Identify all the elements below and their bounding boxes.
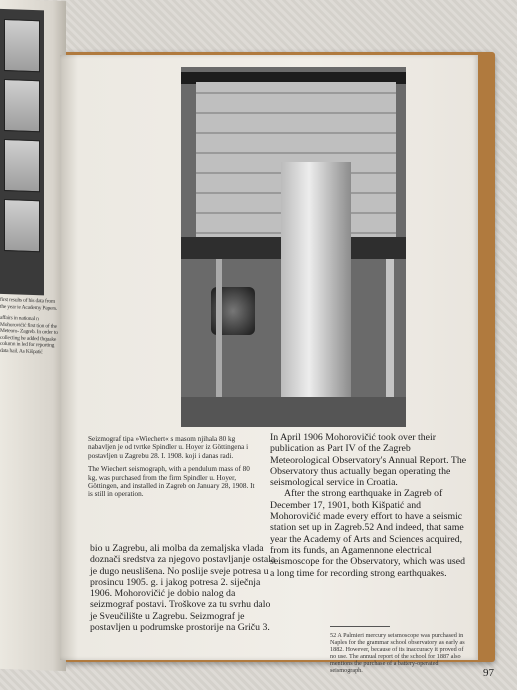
window-pane xyxy=(4,79,40,132)
left-page-photo xyxy=(0,9,44,296)
english-text xyxy=(270,432,468,579)
left-page xyxy=(0,0,66,671)
english-paragraph: After the strong earthquake in Zagreb of December 17, 1901, both Kišpatić and Mohorovičić made every effort to have a seismic station set up in Zagreb.52 And indeed, that same year the Academy of Arts and Sciences acquired, from its funds, an Agamennone electrical seismoscope for the Observatory, which was used a long time for recording strong earthquakes. xyxy=(270,488,465,579)
left-text-para: affairs in national n Mohorovičić first tion of the Meteoro- Zagreb. In order to collecting he added thquake column in led for reporting data hail. As Kišpatić xyxy=(0,314,58,355)
photo-pillar xyxy=(281,162,351,427)
left-text-para: first results of his data from the year ie Academy Papers. xyxy=(0,296,58,312)
right-page xyxy=(60,55,494,679)
seismograph-photo xyxy=(181,67,406,427)
croatian-paragraph: bio u Zagrebu, ali molba da zemaljska vlada doznači sredstva za njegovo postavljanje ostala je dugo neuslišena. No poslije sveje potresa u prosincu 1905. g. i jakog potresa 2. siječnja 1906. Mohorovičić je dobio nalog da seizmograf postavi. Troškove za tu svrhu dalo je Sveučilište u Zagrebu. Seizmograf je postavljen u podrumske prostorije na Griču 3. xyxy=(90,543,276,634)
footnote-rule xyxy=(330,626,390,627)
photo-caption xyxy=(88,435,258,504)
window-pane xyxy=(4,19,40,72)
photo-floor xyxy=(181,397,406,427)
english-paragraph: In April 1906 Mohorovičić took over their publication as Part IV of the Zagreb Meteorological Observatory's Annual Report. The Observatory thus actually began operating the seismological service in Croatia. xyxy=(270,432,467,489)
window-pane xyxy=(4,199,40,252)
window-pane xyxy=(4,139,40,192)
caption-croatian: Seizmograf tipa »Wiechert« s masom njihala 80 kg nabavljen je od tvrtke Spindler u. Hoyer iz Göttingena i postavljen u Zagrebu 28. I. 1908. koji i danas radi. xyxy=(88,435,249,460)
left-page-text xyxy=(0,297,58,361)
page-number: 97 xyxy=(483,667,494,679)
footnote: 52 A Palmieri mercury seismoscope was purchased in Naples for the grammar school observatory as early as 1882. However, because of its inaccuracy it proved of no use. The annual report of the school for 1887 also mentions the purchase of a battery-operated seismograph. xyxy=(330,632,465,674)
caption-english: The Wiechert seismograph, with a pendulum mass of 80 kg, was purchased from the firm Spindler u. Hoyer, Göttingen, and installed in Zagreb on January 28, 1908. It is still in operation. xyxy=(88,465,255,499)
croatian-text xyxy=(90,543,278,633)
